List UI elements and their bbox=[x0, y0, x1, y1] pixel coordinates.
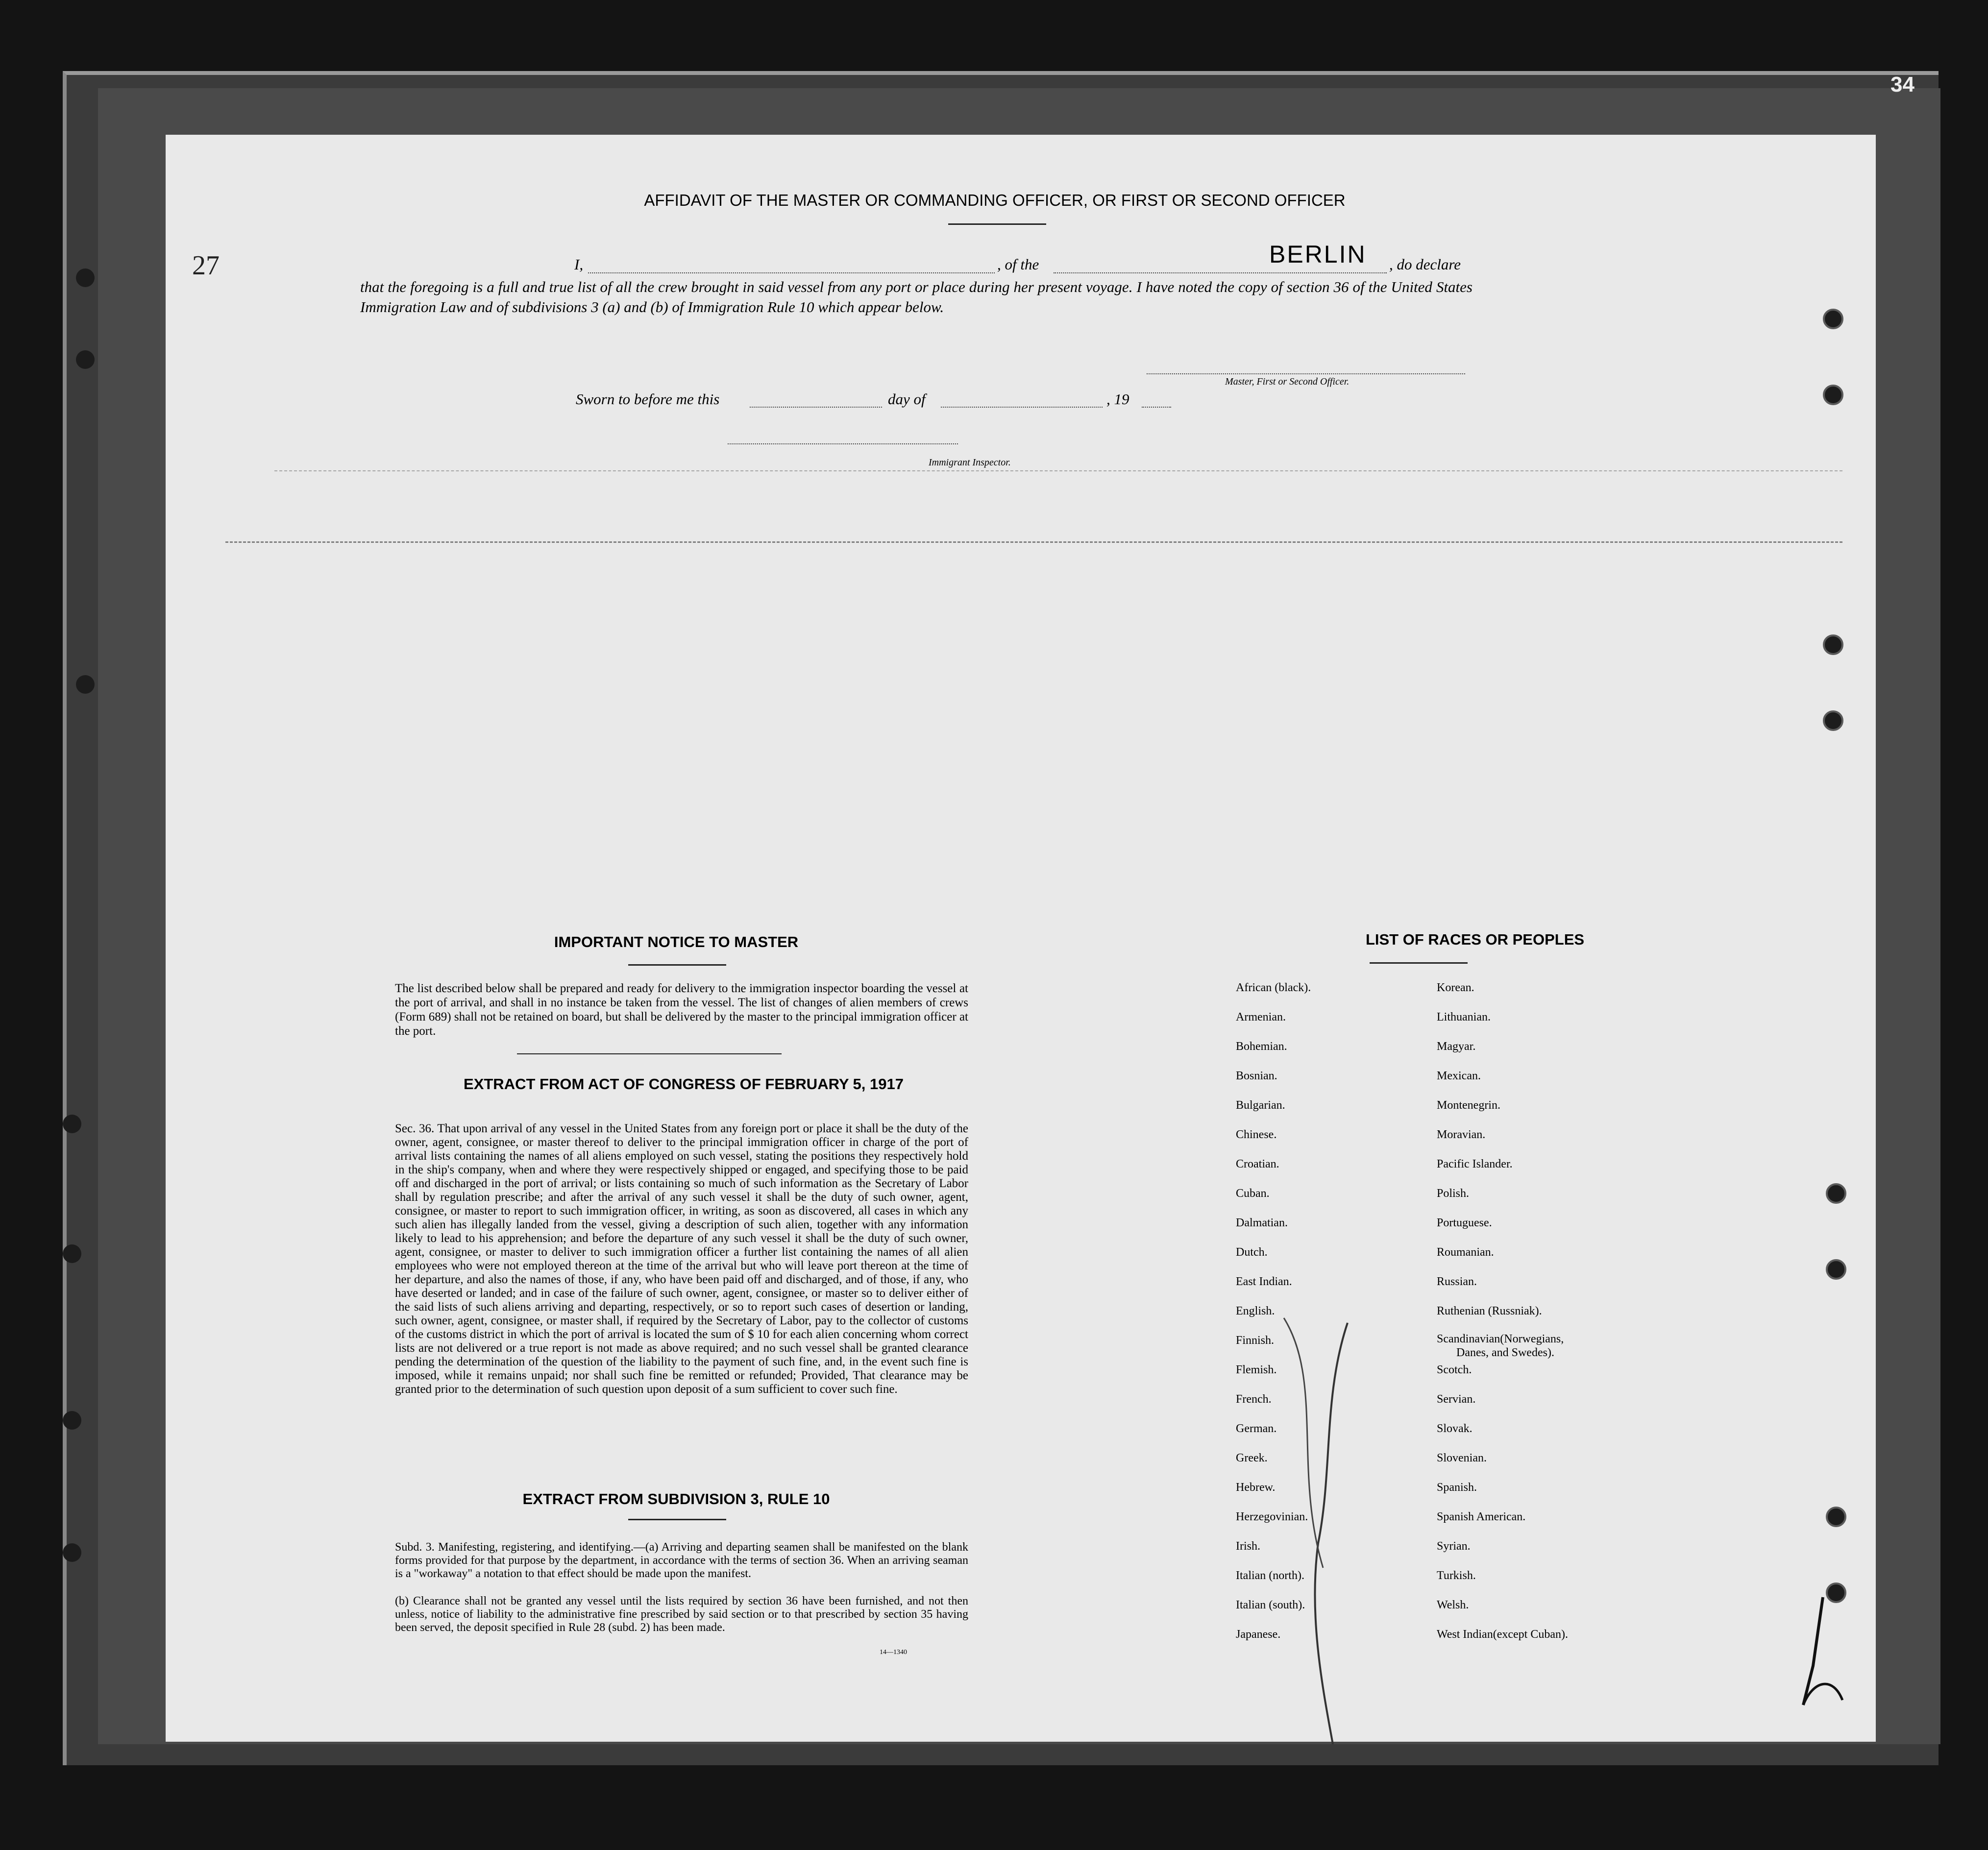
race-item: Italian (north). bbox=[1236, 1569, 1304, 1582]
race-item: East Indian. bbox=[1236, 1275, 1292, 1288]
notice-title: IMPORTANT NOTICE TO MASTER bbox=[554, 933, 799, 950]
race-item: Polish. bbox=[1437, 1187, 1470, 1200]
race-item: Lithuanian. bbox=[1437, 1011, 1491, 1023]
race-item: Herzegovinian. bbox=[1236, 1510, 1308, 1523]
race-item: Bulgarian. bbox=[1236, 1099, 1285, 1112]
signature-caption: Master, First or Second Officer. bbox=[1225, 376, 1350, 387]
inspector-caption: Immigrant Inspector. bbox=[929, 457, 1011, 468]
race-item: West Indian(except Cuban). bbox=[1437, 1628, 1568, 1641]
race-item: Bohemian. bbox=[1236, 1040, 1287, 1053]
affidavit-of-the-label: , of the bbox=[997, 256, 1039, 273]
rule-para-a: Subd. 3. Manifesting, registering, and identifying.—(a) Arriving and departing seamen shall be manifested on the blank forms provided for that purpose by the department, in accordance with the terms of section 36. When an arriving seaman is a "workaway" a notation to that effect should be made upon the manifest. bbox=[395, 1541, 968, 1580]
race-item: Slovenian. bbox=[1437, 1452, 1487, 1464]
year-label: , 19 bbox=[1106, 390, 1129, 408]
race-item: Flemish. bbox=[1236, 1363, 1277, 1376]
race-item: Bosnian. bbox=[1236, 1070, 1277, 1082]
affidavit-declare-label: , do declare bbox=[1389, 256, 1461, 273]
race-item: Spanish American. bbox=[1437, 1510, 1526, 1523]
race-item: Cuban. bbox=[1236, 1187, 1270, 1200]
race-item: Slovak. bbox=[1437, 1422, 1473, 1435]
race-item: Mexican. bbox=[1437, 1070, 1481, 1082]
race-item: Japanese. bbox=[1236, 1628, 1281, 1641]
race-item: Scandinavian(Norwegians, bbox=[1437, 1333, 1564, 1345]
side-annotation: 27 bbox=[192, 250, 220, 281]
page-number: 34 bbox=[1890, 73, 1914, 97]
race-item: Welsh. bbox=[1437, 1599, 1469, 1611]
race-item: Turkish. bbox=[1437, 1569, 1476, 1582]
race-item: Russian. bbox=[1437, 1275, 1477, 1288]
rule-title: EXTRACT FROM SUBDIVISION 3, RULE 10 bbox=[522, 1490, 830, 1508]
day-of-label: day of bbox=[888, 390, 926, 408]
race-item: Italian (south). bbox=[1236, 1599, 1305, 1611]
act-body: Sec. 36. That upon arrival of any vessel in the United States from any foreign port or place it shall be the duty of the owner, agent, consignee, or master thereof to deliver to the principal immigration officer in charge of the port of arrival lists containing the names of all aliens employed on such vessel, stating the positions they respectively hold in the ship's company, when and where they were respectively shipped or engaged, and specifying those to be paid off and discharged in the port of arrival; or lists containing so much of such information as the Secretary of Labor shall by regulation prescribe; and after the arrival of any such vessel it shall be the duty of such owner, agent, consignee, or master to report to such immigration officer, in writing, as soon as discovered, all cases in which any such alien has illegally landed from the vessel, giving a description of such alien, together with any information likely to lead to his apprehension; and before the departure of any such vessel it shall be the duty of such owner, agent, consignee, or master to deliver to such immigration officer a further list containing the names of all alien employees who were not employed thereon at the time of the arrival but who will leave port thereon at the time of her departure, and also the names of those, if any, who have been paid off and discharged, and of those, if any, who have deserted or landed; and in case of the failure of such owner, agent, consignee, or master so to deliver either of the said lists of such aliens arriving and departing, respectively, or so to report such cases of desertion or landing, such owner, agent, consignee, or master shall, if required by the Secretary of Labor, pay to the collector of customs of the customs district in which the port of arrival is located the sum of $ 10 for each alien concerning whom correct lists are not delivered or a true report is not made as above required; and no such vessel shall be granted clearance pending the determination of the question of the liability to the payment of such fine, and, in the event such fine is imposed, while it remains unpaid; nor shall such fine be remitted or refunded; Provided, That clearance may be granted prior to the determination of such question upon deposit of a sum sufficient to cover such fine. bbox=[395, 1122, 968, 1396]
race-item: English. bbox=[1236, 1305, 1275, 1317]
race-item: Montenegrin. bbox=[1437, 1099, 1500, 1112]
race-item: Croatian. bbox=[1236, 1158, 1279, 1170]
race-item: Irish. bbox=[1236, 1540, 1260, 1553]
rule-para-b: (b) Clearance shall not be granted any vessel until the lists required by section 36 have been furnished, and not then unless, notice of liability to the administrative fine prescribed by said section or to that prescribed by section 35 having been served, the deposit specified in Rule 28 (subd. 2) has been made. bbox=[395, 1595, 968, 1634]
race-item: Syrian. bbox=[1437, 1540, 1471, 1553]
affidavit-body: that the foregoing is a full and true list of all the crew brought in said vessel from any port or place during her present voyage. I have noted the copy of section 36 of the United States Immigration Law and of subdivisions 3 (a) and (b) of Immigration Rule 10 which appear below. bbox=[360, 278, 1473, 316]
race-item: Ruthenian (Russniak). bbox=[1437, 1305, 1542, 1317]
race-item: Magyar. bbox=[1437, 1040, 1476, 1053]
race-item: Dutch. bbox=[1236, 1246, 1268, 1259]
vessel-name: BERLIN bbox=[1269, 241, 1367, 268]
notice-body: The list described below shall be prepared and ready for delivery to the immigration inspector boarding the vessel at the port of arrival, and shall in no instance be taken from the vessel. The list of changes of alien members of crews (Form 689) shall not be retained on board, but shall be delivered by the master to the principal immigration officer at the port. bbox=[395, 982, 968, 1038]
race-item: Danes, and Swedes). bbox=[1456, 1346, 1554, 1359]
race-item: Roumanian. bbox=[1437, 1246, 1494, 1259]
race-item: Hebrew. bbox=[1236, 1481, 1276, 1494]
race-item: Portuguese. bbox=[1437, 1217, 1492, 1229]
race-item: Finnish. bbox=[1236, 1334, 1275, 1347]
race-item: Chinese. bbox=[1236, 1128, 1277, 1141]
race-item: German. bbox=[1236, 1422, 1277, 1435]
race-item: Servian. bbox=[1437, 1393, 1476, 1406]
race-item: Dalmatian. bbox=[1236, 1217, 1288, 1229]
form-number: 14—1340 bbox=[880, 1649, 907, 1656]
act-title: EXTRACT FROM ACT OF CONGRESS OF FEBRUARY 5, 1917 bbox=[464, 1075, 904, 1093]
affidavit-i-label: I, bbox=[574, 256, 584, 273]
race-item: African (black). bbox=[1236, 981, 1311, 994]
race-item: Armenian. bbox=[1236, 1011, 1286, 1023]
race-item: Scotch. bbox=[1437, 1363, 1472, 1376]
sworn-label: Sworn to before me this bbox=[576, 390, 720, 408]
race-item: French. bbox=[1236, 1393, 1272, 1406]
race-item: Moravian. bbox=[1437, 1128, 1486, 1141]
affidavit-title: AFFIDAVIT OF THE MASTER OR COMMANDING OFFICER, OR FIRST OR SECOND OFFICER bbox=[644, 191, 1346, 209]
race-item: Korean. bbox=[1437, 981, 1474, 994]
race-item: Pacific Islander. bbox=[1437, 1158, 1513, 1170]
race-item: Spanish. bbox=[1437, 1481, 1477, 1494]
races-title: LIST OF RACES OR PEOPLES bbox=[1365, 931, 1585, 948]
race-item: Greek. bbox=[1236, 1452, 1268, 1464]
